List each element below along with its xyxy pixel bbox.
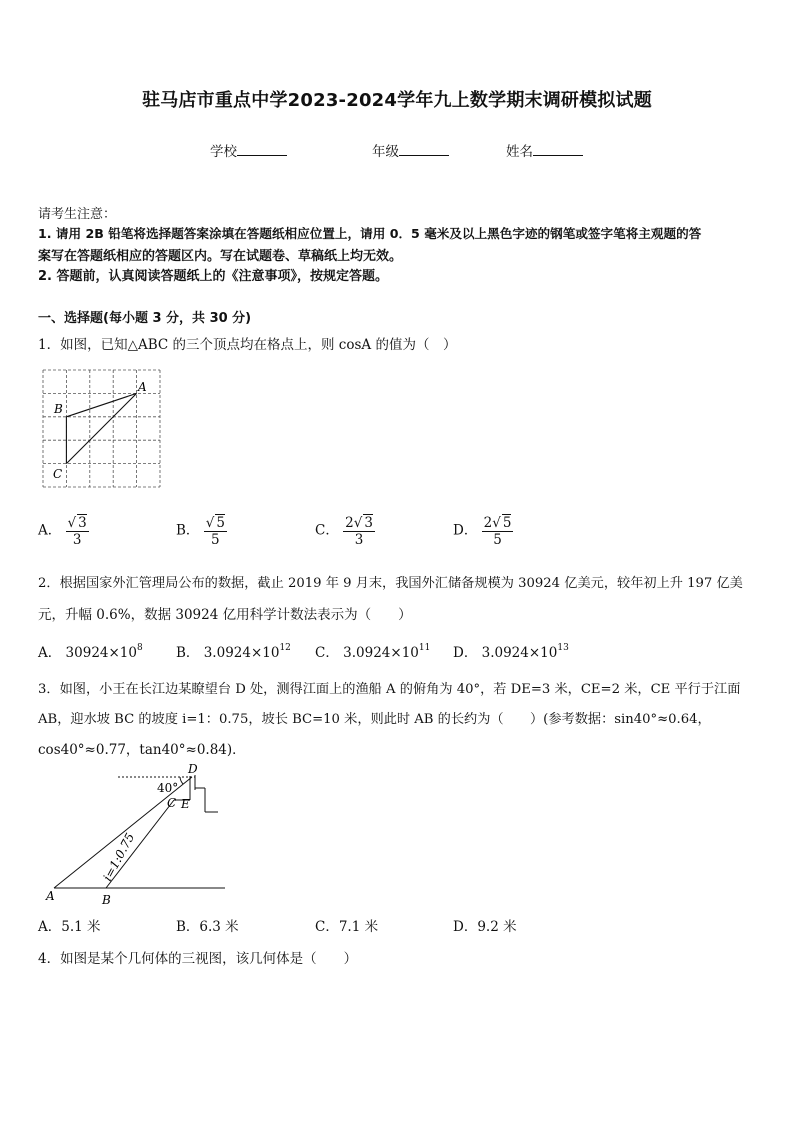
- label-angle: 40°: [157, 781, 179, 795]
- grade-label: 年级: [372, 144, 399, 160]
- option-label: A．: [38, 522, 62, 539]
- option-label: B．: [176, 522, 200, 539]
- grade-field: [372, 140, 449, 160]
- label-b: B: [54, 402, 63, 416]
- q2-option-c: C． $3.0924\times 10^{11}$: [315, 643, 431, 661]
- q3-stem-line-1: 3．如图，小王在长江边某瞭望台 D 处，测得江面上的渔船 A 的俯角为 40°，若 DE=3 米，CE=2 米，CE 平行于江面: [38, 682, 741, 697]
- notice-line-2: 案写在答题纸相应的答题区内。写在试题卷、草稿纸上均无效。: [38, 249, 403, 264]
- q2-option-a: A． $30924\times 10^8$: [38, 643, 143, 661]
- label-slope: i=1:0.75: [100, 830, 138, 884]
- q1-option-b: [176, 514, 227, 548]
- q1-option-c: [315, 514, 375, 548]
- label-e: E: [181, 797, 190, 811]
- name-blank: [533, 141, 583, 156]
- q1-option-d: [453, 514, 513, 548]
- label-b: B: [102, 893, 111, 907]
- q3-option-d: D．9.2 米: [453, 919, 517, 935]
- fraction: $\frac{2√ 3}{3}$: [345, 515, 373, 548]
- label-c: C: [167, 796, 177, 810]
- q2-stem-line-2: 元，升幅 0.6%，数据 30924 亿用科学计数法表示为（ ）: [38, 607, 412, 623]
- school-blank: [237, 141, 287, 156]
- q2-option-b: B． $3.0924\times 10^{12}$: [176, 643, 291, 661]
- q3-option-c: C．7.1 米: [315, 919, 379, 935]
- notice-line-1: 1. 请用 2B 铅笔将选择题答案涂填在答题纸相应位置上，请用 0．5 毫米及以上黑色字迹的钢笔或签字笔将主观题的答: [38, 226, 702, 241]
- name-label: 姓名: [506, 144, 533, 160]
- option-label: C．: [315, 522, 339, 539]
- name-field: [506, 140, 583, 160]
- fraction: $\frac{2√ 5}{5}$: [483, 515, 512, 548]
- segment-ab: [66, 393, 136, 416]
- label-c: C: [53, 467, 63, 481]
- q4-stem: 4．如图是某个几何体的三视图，该几何体是（ ）: [38, 951, 358, 967]
- label-a: A: [138, 380, 147, 394]
- q3-stem-line-2: AB，迎水坡 BC 的坡度 i=1：0.75，坡长 BC=10 米，则此时 AB 的长约为（ ）(参考数据：sin40°≈0.64，: [38, 712, 711, 727]
- notice-line-3: 2. 答题前，认真阅读答题纸上的《注意事项》，按规定答题。: [38, 269, 389, 284]
- q1-grid-figure: [40, 367, 164, 491]
- q3-option-b: B．6.3 米: [176, 919, 239, 935]
- fraction: $\frac{√ 5}{5}$: [205, 515, 225, 548]
- q1-stem: 1．如图，已知△ABC 的三个顶点均在格点上，则 cosA 的值为（ ）: [38, 337, 457, 353]
- segment-ac: [66, 393, 136, 463]
- section-heading: 一、选择题(每小题 3 分，共 30 分): [38, 311, 252, 326]
- page-title: 驻马店市重点中学2023-2024学年九上数学期末调研模拟试题: [142, 90, 652, 111]
- q1-option-a: [38, 514, 89, 548]
- notice-heading: 请考生注意：: [38, 207, 117, 222]
- label-a: A: [46, 889, 55, 903]
- fraction: $\frac{√ 3}{3}$: [67, 515, 87, 548]
- angle-arc: [180, 777, 183, 784]
- q3-figure: [40, 760, 230, 910]
- q3-option-a: A．5.1 米: [38, 919, 101, 935]
- q3-stem-line-3: cos40°≈0.77，tan40°≈0.84)．: [38, 742, 246, 758]
- option-label: D．: [453, 522, 478, 539]
- label-d: D: [188, 762, 198, 776]
- school-field: [210, 140, 287, 160]
- grade-blank: [399, 141, 449, 156]
- q2-option-d: D． $3.0924\times 10^{13}$: [453, 643, 569, 661]
- q2-stem-line-1: 2．根据国家外汇管理局公布的数据，截止 2019 年 9 月末，我国外汇储备规模为 30924 亿美元，较年初上升 197 亿美: [38, 576, 743, 591]
- school-label: 学校: [210, 144, 237, 160]
